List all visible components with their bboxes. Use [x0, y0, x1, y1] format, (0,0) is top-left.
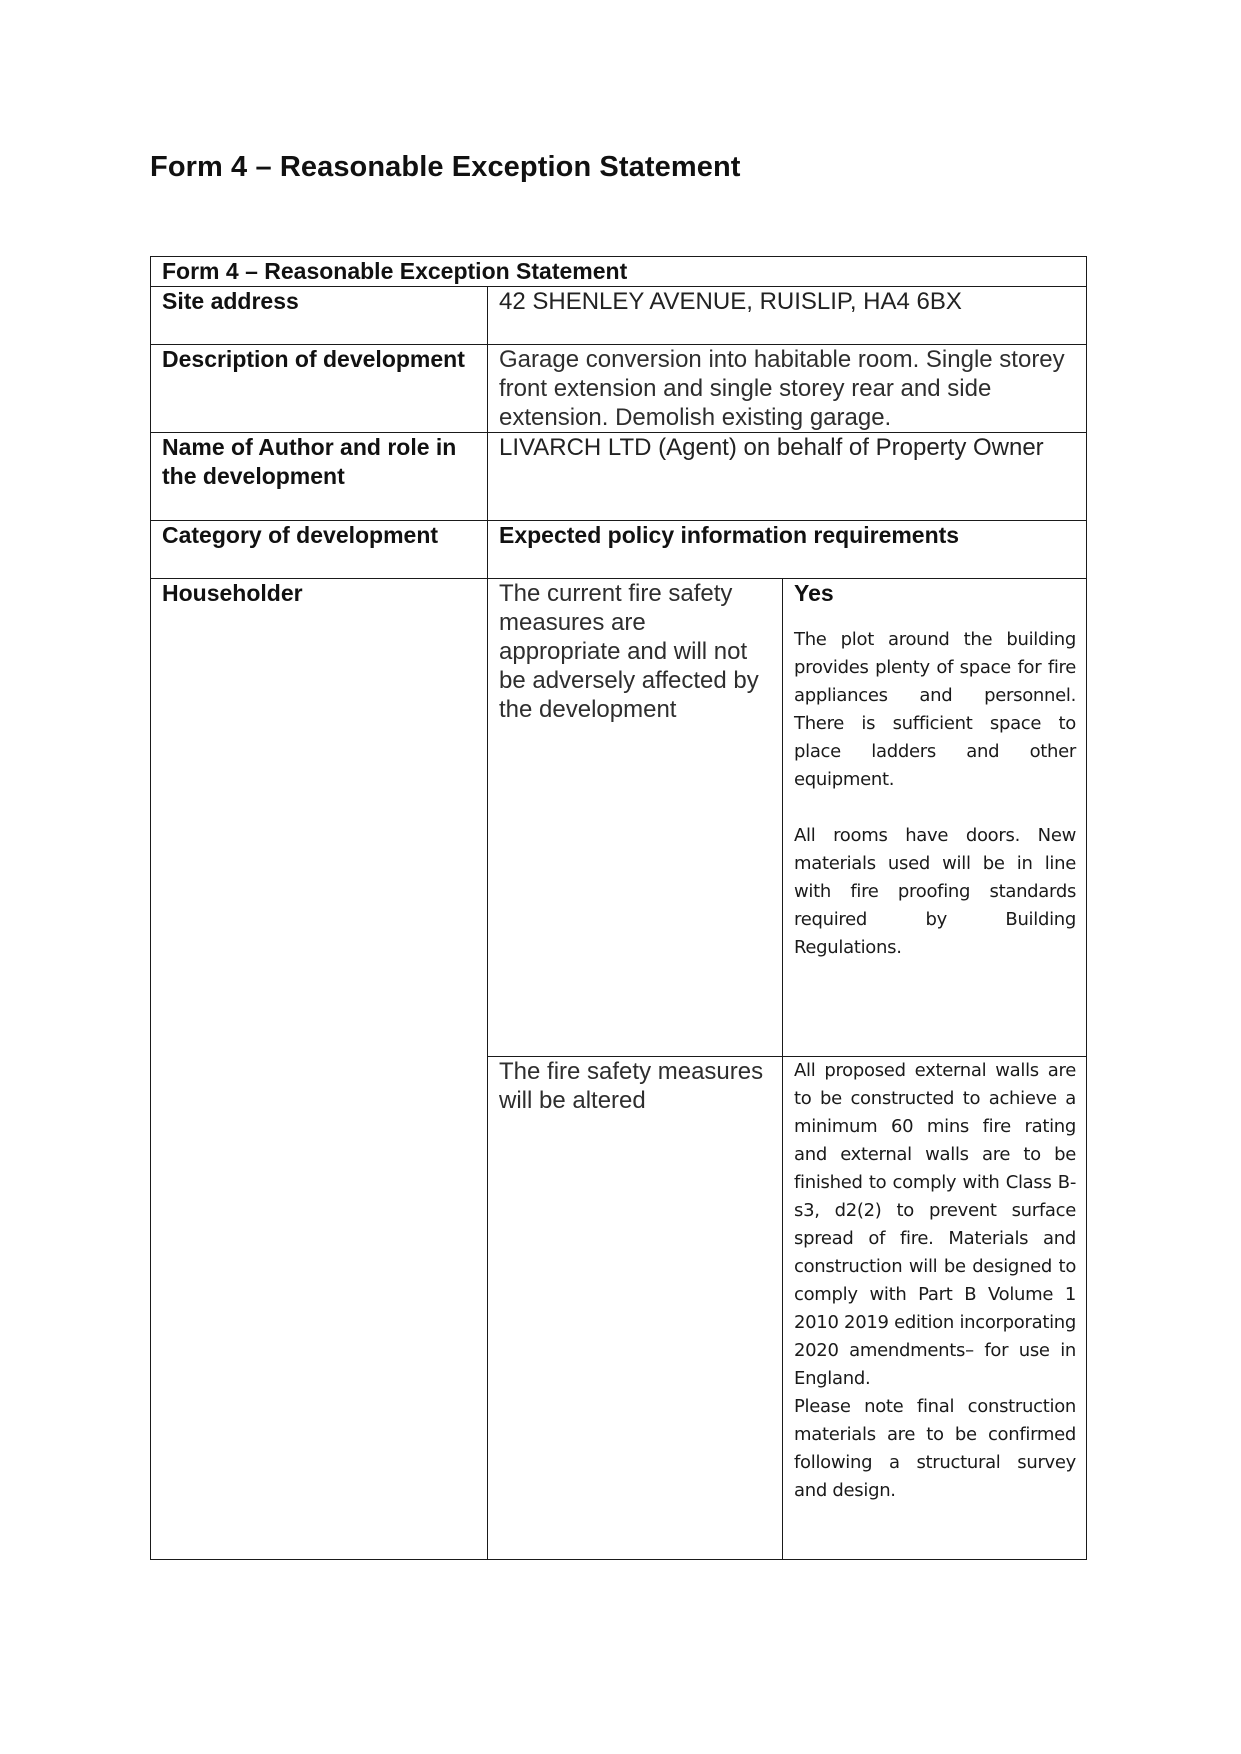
page-title: Form 4 – Reasonable Exception Statement	[150, 151, 741, 183]
description-value: Garage conversion into habitable room. Single storey front extension and single storey rear and side extension. Demolish existing garage.	[488, 345, 1087, 433]
response-current-measures	[783, 579, 1087, 1057]
author-label: Name of Author and role in the development	[151, 433, 488, 521]
description-label: Description of development	[151, 345, 488, 433]
expected-requirements-label: Expected policy information requirements	[488, 521, 1087, 579]
site-address-label: Site address	[151, 287, 488, 345]
table-heading: Form 4 – Reasonable Exception Statement	[151, 257, 1087, 287]
site-address-value: 42 SHENLEY AVENUE, RUISLIP, HA4 6BX	[488, 287, 1087, 345]
response-paragraph: All proposed external walls are to be constructed to achieve a minimum 60 mins fire rating and external walls are to be finished to comply with Class B-s3, d2(2) to prevent surface spread of fire. Materials and construction will be designed to comply with Part B Volume 1 2010 2019 edition incorporating 2020 amendments– for use in England.	[794, 1060, 1077, 1389]
exception-statement-table	[150, 256, 1087, 1560]
category-label: Category of development	[151, 521, 488, 579]
requirement-altered-measures: The fire safety measures will be altered	[488, 1057, 783, 1560]
author-value: LIVARCH LTD (Agent) on behalf of Property Owner	[488, 433, 1087, 521]
householder-label: Householder	[151, 579, 488, 1560]
response-paragraph: All rooms have doors. New materials used will be in line with fire proofing standards required by Building Regulations.	[794, 825, 1077, 958]
response-paragraph: Please note final construction materials are to be confirmed following a structural survey and design.	[794, 1396, 1077, 1501]
response-paragraph: The plot around the building provides plenty of space for fire appliances and personnel. There is sufficient space to place ladders and other equipment.	[794, 629, 1077, 790]
answer-yes: Yes	[794, 580, 834, 606]
response-altered-measures	[783, 1057, 1087, 1560]
requirement-current-measures: The current fire safety measures are appropriate and will not be adversely affected by the development	[488, 579, 783, 1057]
